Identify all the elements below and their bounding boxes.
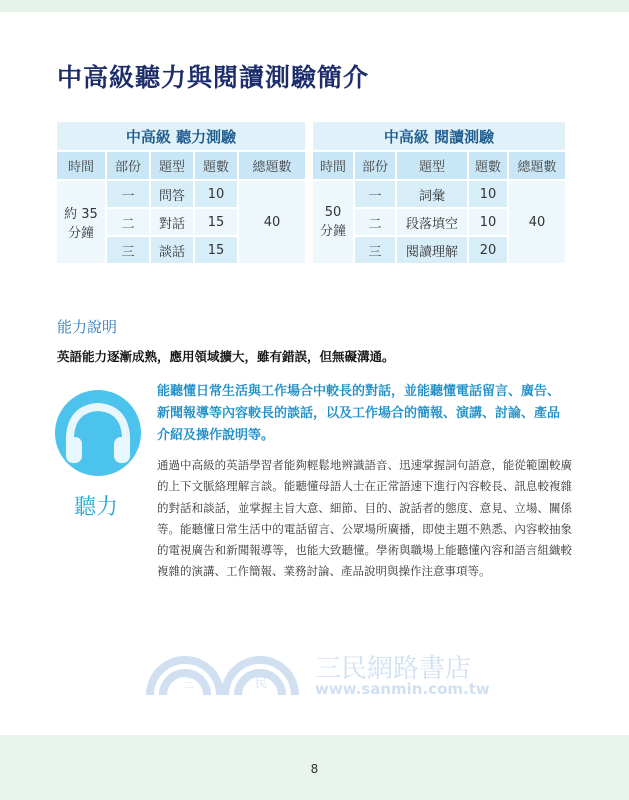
top-band <box>0 0 629 12</box>
total-cell: 40 <box>239 181 305 263</box>
total-cell: 40 <box>509 181 565 263</box>
count-cell: 10 <box>469 181 507 207</box>
col-header: 總題數 <box>239 152 305 179</box>
col-header: 題數 <box>469 152 507 179</box>
count-cell: 15 <box>195 237 237 263</box>
part-cell: 二 <box>355 209 395 235</box>
type-cell: 對話 <box>151 209 193 235</box>
type-cell: 問答 <box>151 181 193 207</box>
col-header: 部份 <box>355 152 395 179</box>
part-cell: 一 <box>107 181 149 207</box>
watermark-char: 三 <box>183 676 196 690</box>
page-title: 中高級聽力與閱讀測驗簡介 <box>57 63 370 92</box>
type-cell: 段落填空 <box>397 209 467 235</box>
col-header: 部份 <box>107 152 149 179</box>
col-header: 時間 <box>57 152 105 179</box>
type-cell: 詞彙 <box>397 181 467 207</box>
part-cell: 二 <box>107 209 149 235</box>
col-header: 總題數 <box>509 152 565 179</box>
count-cell: 10 <box>469 209 507 235</box>
col-header: 題型 <box>151 152 193 179</box>
skill-highlight: 能聽懂日常生活與工作場合中較長的對話，並能聽懂電話留言、廣告、新聞報導等內容較長的談話，以及工作場合的簡報、演講、討論、產品介紹及操作說明等。 <box>157 384 561 443</box>
type-cell: 閱讀理解 <box>397 237 467 263</box>
page-number: 8 <box>310 762 319 776</box>
watermark-url: www.sanmin.com.tw <box>315 680 490 698</box>
table-caption: 中高級 聽力測驗 <box>57 122 305 150</box>
skill-label: 聽力 <box>74 495 119 520</box>
reading-table <box>311 120 567 265</box>
summary: 英語能力逐漸成熟，應用領域擴大，雖有錯誤，但無礙溝通。 <box>57 349 395 364</box>
count-cell: 20 <box>469 237 507 263</box>
part-cell: 一 <box>355 181 395 207</box>
part-cell: 三 <box>107 237 149 263</box>
time-cell: 50 分鐘 <box>313 181 353 263</box>
count-cell: 15 <box>195 209 237 235</box>
col-header: 題數 <box>195 152 237 179</box>
watermark-char: 民 <box>255 676 268 690</box>
col-header: 時間 <box>313 152 353 179</box>
watermark-name: 三民網路書店 <box>315 654 472 684</box>
listening-table <box>55 120 307 265</box>
skill-description: 通過中高級的英語學習者能夠輕鬆地辨識語音、迅速掌握詞句語意，能從範圍較廣的上下文脈絡理解言談。能聽懂母語人士在正常語速下進行內容較長、訊息較複雜的對話和談話，並掌握主旨大意、細節、目的、說話者的態度、意見、立場、關係等。能聽懂日常生活中的電話留言、公眾場所廣播，即使主題不熟悉、內容較抽象的電視廣告和新聞報導等，也能大致聽懂。學術與職場上能聽懂內容和語言組織較複雜的演講、工作簡報、業務討論、產品說明與操作注意事項等。 <box>157 458 572 579</box>
count-cell: 10 <box>195 181 237 207</box>
time-cell: 約 35 分鐘 <box>57 181 105 263</box>
type-cell: 談話 <box>151 237 193 263</box>
watermark-logo <box>145 640 490 704</box>
table-caption: 中高級 閱讀測驗 <box>313 122 565 150</box>
section-title: 能力說明 <box>57 318 118 336</box>
part-cell: 三 <box>355 237 395 263</box>
col-header: 題型 <box>397 152 467 179</box>
headphones-icon <box>54 389 142 481</box>
